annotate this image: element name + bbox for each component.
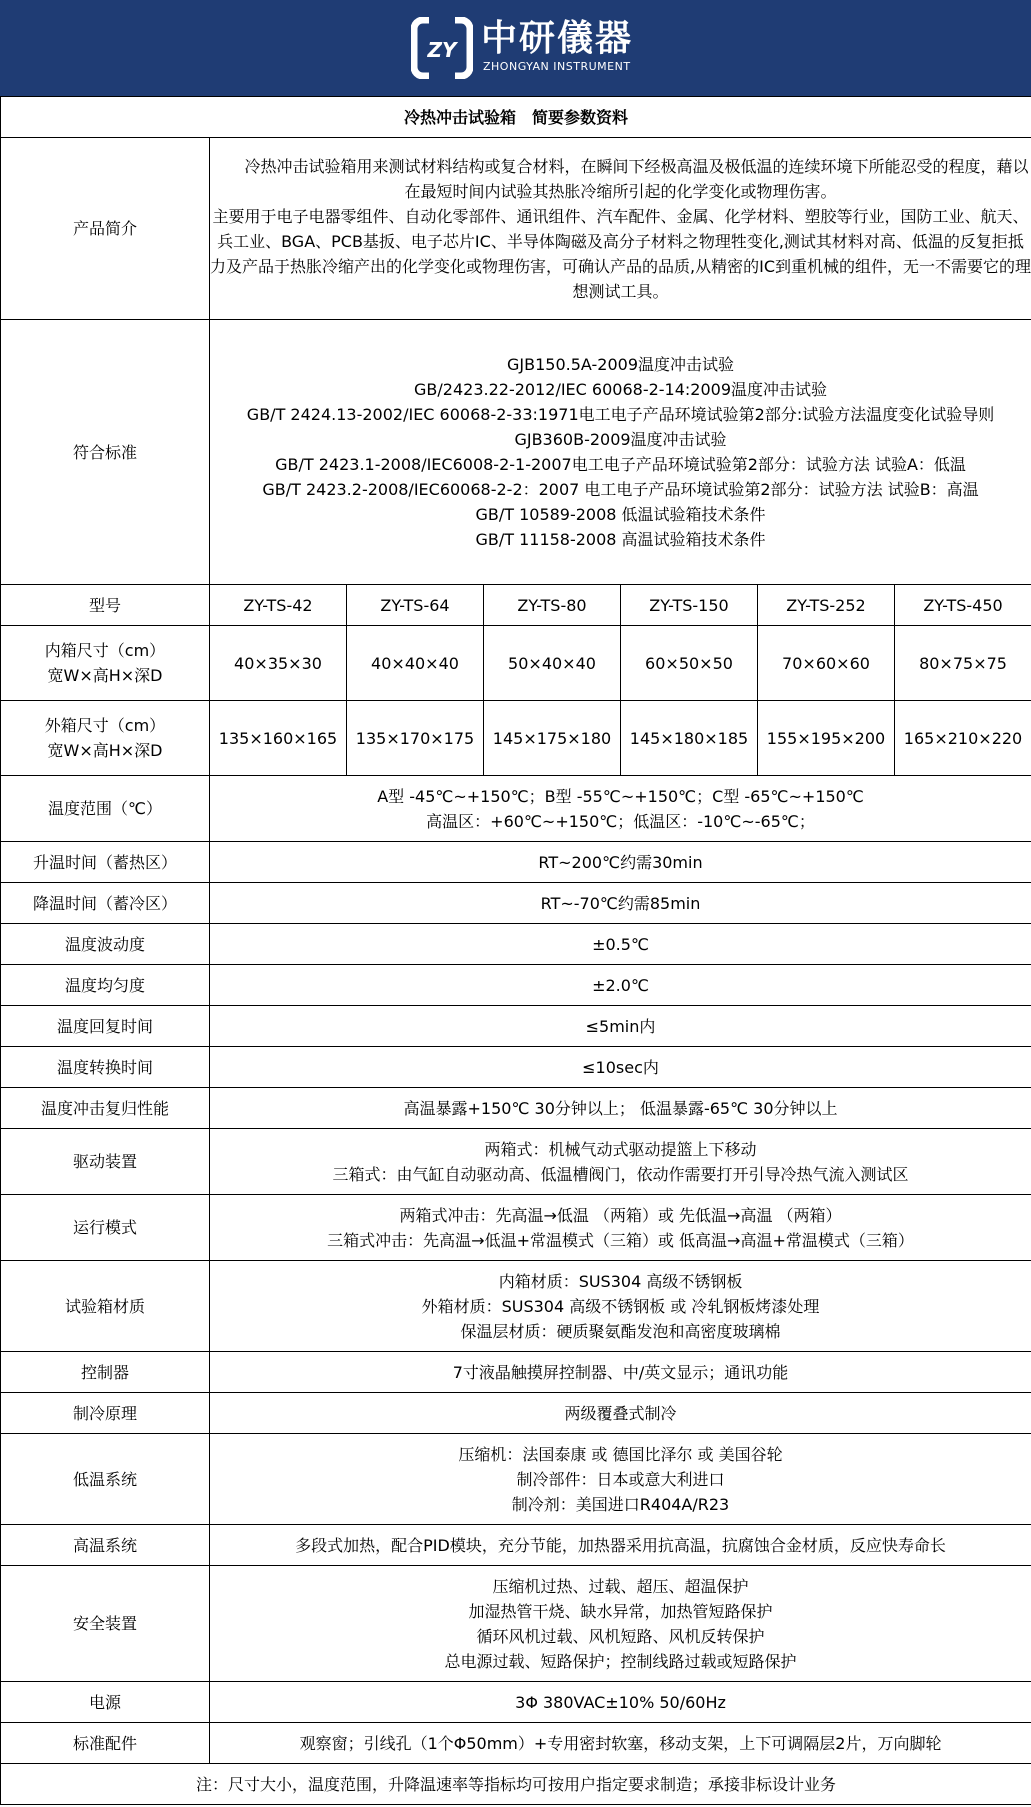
spec-row-switch-time <box>1 1047 1031 1088</box>
inner-size-cell: 70×60×60 <box>758 626 895 701</box>
model-label: 型号 <box>1 585 210 626</box>
chamber-material-label: 试验箱材质 <box>1 1261 210 1352</box>
high-temp-system-line: 多段式加热，配合PID模块，充分节能，加热器采用抗高温，抗腐蚀合金材质，反应快寿命长 <box>295 1535 946 1555</box>
footnote: 注：尺寸大小，温度范围，升降温速率等指标均可按用户指定要求制造；承接非标设计业务 <box>1 1764 1031 1805</box>
spec-row-cool-time <box>1 883 1031 924</box>
spec-row-temp-fluctuation <box>1 924 1031 965</box>
spec-row-shock-recovery <box>1 1088 1031 1129</box>
heat-time-line: RT~200℃约需30min <box>538 852 703 872</box>
outer-size-label <box>1 701 210 776</box>
temp-range-value <box>210 776 1031 842</box>
cool-time-label: 降温时间（蓄冷区） <box>1 883 210 924</box>
outer-size-cell: 135×160×165 <box>210 701 347 776</box>
outer-size-cell: 155×195×200 <box>758 701 895 776</box>
intro-label: 产品简介 <box>1 138 210 320</box>
temp-fluctuation-line: ±0.5℃ <box>592 934 649 954</box>
high-temp-system-label: 高温系统 <box>1 1525 210 1566</box>
low-temp-system-value <box>210 1434 1031 1525</box>
temp-fluctuation-value <box>210 924 1031 965</box>
low-temp-system-label: 低温系统 <box>1 1434 210 1525</box>
model-cell: ZY-TS-252 <box>758 585 895 626</box>
switch-time-label: 温度转换时间 <box>1 1047 210 1088</box>
recovery-time-label: 温度回复时间 <box>1 1006 210 1047</box>
cool-time-line: RT~-70℃约需85min <box>540 893 701 913</box>
spec-row-temp-uniformity <box>1 965 1031 1006</box>
drive-unit-label: 驱动装置 <box>1 1129 210 1195</box>
shock-recovery-label: 温度冲击复归性能 <box>1 1088 210 1129</box>
drive-unit-line: 三箱式：由气缸自动驱动高、低温槽阀门，依动作需要打开引导冷热气流入测试区 <box>332 1164 909 1184</box>
power-line: 3Φ 380VAC±10% 50/60Hz <box>515 1692 726 1712</box>
intro-paragraph-1: 冷热冲击试验箱用来测试材料结构或复合材料，在瞬间下经极高温及极低温的连续环境下所能忍受的程度，藉以在最短时间内试验其热胀冷缩所引起的化学变化或物理伤害。 <box>244 156 1029 201</box>
refrigeration-label: 制冷原理 <box>1 1393 210 1434</box>
controller-label: 控制器 <box>1 1352 210 1393</box>
safety-devices-value <box>210 1566 1031 1682</box>
low-temp-system-line: 制冷部件：日本或意大利进口 <box>516 1469 725 1489</box>
model-cell: ZY-TS-42 <box>210 585 347 626</box>
standard-accessories-value <box>210 1723 1031 1764</box>
controller-line: 7寸液晶触摸屏控制器、中/英文显示；通讯功能 <box>452 1362 789 1382</box>
outer-size-cell: 145×180×185 <box>621 701 758 776</box>
safety-devices-line: 加湿热管干烧、缺水异常，加热管短路保护 <box>468 1601 773 1621</box>
safety-devices-line: 循环风机过载、风机短路、风机反转保护 <box>476 1626 765 1646</box>
model-cell: ZY-TS-450 <box>895 585 1031 626</box>
chamber-material-line: 内箱材质：SUS304 高级不锈钢板 <box>498 1271 743 1291</box>
recovery-time-value <box>210 1006 1031 1047</box>
safety-devices-line: 总电源过载、短路保护；控制线路过载或短路保护 <box>444 1651 797 1671</box>
high-temp-system-value <box>210 1525 1031 1566</box>
standard-item: GB/T 11158-2008 高温试验箱技术条件 <box>475 530 766 549</box>
run-mode-line: 两箱式冲击：先高温→低温 （两箱）或 先低温→高温 （两箱） <box>399 1205 842 1225</box>
standard-item: GB/T 10589-2008 低温试验箱技术条件 <box>475 505 766 524</box>
standard-item: GJB150.5A-2009温度冲击试验 <box>507 355 735 374</box>
low-temp-system-line: 制冷剂：美国进口R404A/R23 <box>511 1494 730 1514</box>
run-mode-line: 三箱式冲击：先高温→低温+常温模式（三箱）或 低高温→高温+常温模式（三箱） <box>327 1230 914 1250</box>
temp-range-label: 温度范围（℃） <box>1 776 210 842</box>
spec-row-temp-range <box>1 776 1031 842</box>
temp-range-line: A型 -45℃~+150℃；B型 -55℃~+150℃；C型 -65℃~+150℃ <box>377 786 864 806</box>
run-mode-value <box>210 1195 1031 1261</box>
intro-text <box>210 138 1031 320</box>
heat-time-label: 升温时间（蓄热区） <box>1 842 210 883</box>
standard-accessories-label: 标准配件 <box>1 1723 210 1764</box>
shock-recovery-line: 高温暴露+150℃ 30分钟以上； 低温暴露-65℃ 30分钟以上 <box>403 1098 838 1118</box>
shock-recovery-value <box>210 1088 1031 1129</box>
switch-time-value <box>210 1047 1031 1088</box>
chamber-material-line: 外箱材质：SUS304 高级不锈钢板 或 冷轧钢板烤漆处理 <box>421 1296 820 1316</box>
spec-row-refrigeration <box>1 1393 1031 1434</box>
low-temp-system-line: 压缩机：法国泰康 或 德国比泽尔 或 美国谷轮 <box>458 1444 783 1464</box>
spec-row-chamber-material <box>1 1261 1031 1352</box>
inner-size-cell: 40×35×30 <box>210 626 347 701</box>
brand-name-cn: 中研儀器 <box>481 18 634 59</box>
spec-rows <box>1 776 1031 1764</box>
cool-time-value <box>210 883 1031 924</box>
spec-row-power <box>1 1682 1031 1723</box>
model-cell: ZY-TS-150 <box>621 585 758 626</box>
power-value <box>210 1682 1031 1723</box>
spec-row-safety-devices <box>1 1566 1031 1682</box>
inner-size-cell: 60×50×50 <box>621 626 758 701</box>
heat-time-value <box>210 842 1031 883</box>
inner-size-label-line1: 内箱尺寸（cm） <box>44 641 166 660</box>
inner-size-cell: 50×40×40 <box>484 626 621 701</box>
inner-size-label-line2: 宽W×高H×深D <box>47 666 163 685</box>
zhongyan-logo-icon <box>411 17 473 79</box>
chamber-material-line: 保温层材质：硬质聚氨酯发泡和高密度玻璃棉 <box>460 1321 781 1341</box>
outer-size-cell: 135×170×175 <box>347 701 484 776</box>
spec-row-drive-unit <box>1 1129 1031 1195</box>
safety-devices-label: 安全装置 <box>1 1566 210 1682</box>
standard-item: GB/T 2423.1-2008/IEC6008-2-1-2007电工电子产品环境试验第2部分：试验方法 试验A：低温 <box>275 455 966 474</box>
outer-size-label-line1: 外箱尺寸（cm） <box>44 716 166 735</box>
outer-size-cell: 165×210×220 <box>895 701 1031 776</box>
spec-row-heat-time <box>1 842 1031 883</box>
model-cell: ZY-TS-64 <box>347 585 484 626</box>
recovery-time-line: ≤5min内 <box>585 1016 656 1036</box>
drive-unit-line: 两箱式：机械气动式驱动提篮上下移动 <box>484 1139 757 1159</box>
controller-value <box>210 1352 1031 1393</box>
intro-paragraph-2: 主要用于电子电器零组件、自动化零部件、通讯组件、汽车配件、金属、化学材料、塑胶等行业，国防工业、航天、兵工业、BGA、PCB基扳、电子芯片IC、半导体陶磁及高分子材料之物理牲变化,测试其材料对高、低温的反复拒抵力及产品于热胀冷缩产出的化学变化或物理伤害，可确认产品的品质,从精密的IC到重机械的组件，无一不需要它的理想测试工具。 <box>210 206 1031 301</box>
spec-table <box>0 96 1031 1805</box>
standards-list <box>210 320 1031 585</box>
switch-time-line: ≤10sec内 <box>582 1057 659 1077</box>
refrigeration-value <box>210 1393 1031 1434</box>
inner-size-cell: 40×40×40 <box>347 626 484 701</box>
inner-size-label <box>1 626 210 701</box>
spec-row-controller <box>1 1352 1031 1393</box>
spec-row-high-temp-system <box>1 1525 1031 1566</box>
spec-row-standard-accessories <box>1 1723 1031 1764</box>
standard-item: GB/2423.22-2012/IEC 60068-2-14:2009温度冲击试验 <box>414 380 828 399</box>
brand-name-en: ZHONGYAN INSTRUMENT <box>483 60 631 73</box>
spec-row-low-temp-system <box>1 1434 1031 1525</box>
temp-range-line: 高温区：+60℃~+150℃；低温区：-10℃~-65℃； <box>426 811 815 831</box>
safety-devices-line: 压缩机过热、过载、超压、超温保护 <box>492 1576 749 1596</box>
chamber-material-value <box>210 1261 1031 1352</box>
svg-text:ZY: ZY <box>427 38 457 62</box>
temp-uniformity-label: 温度均匀度 <box>1 965 210 1006</box>
power-label: 电源 <box>1 1682 210 1723</box>
refrigeration-line: 两级覆叠式制冷 <box>564 1403 677 1423</box>
run-mode-label: 运行模式 <box>1 1195 210 1261</box>
standards-label: 符合标准 <box>1 320 210 585</box>
temp-uniformity-line: ±2.0℃ <box>592 975 649 995</box>
model-cell: ZY-TS-80 <box>484 585 621 626</box>
temp-uniformity-value <box>210 965 1031 1006</box>
brand-header <box>0 0 1031 96</box>
inner-size-cell: 80×75×75 <box>895 626 1031 701</box>
document-title: 冷热冲击试验箱 简要参数资料 <box>1 97 1031 138</box>
standard-accessories-line: 观察窗；引线孔（1个Φ50mm）+专用密封软塞，移动支架，上下可调隔层2片，万向脚轮 <box>299 1733 942 1753</box>
standard-item: GB/T 2424.13-2002/IEC 60068-2-33:1971电工电子产品环境试验第2部分:试验方法温度变化试验导则 <box>246 405 995 424</box>
spec-row-run-mode <box>1 1195 1031 1261</box>
drive-unit-value <box>210 1129 1031 1195</box>
spec-row-recovery-time <box>1 1006 1031 1047</box>
standard-item: GB/T 2423.2-2008/IEC60068-2-2：2007 电工电子产品环境试验第2部分：试验方法 试验B：高温 <box>262 480 979 499</box>
standard-item: GJB360B-2009温度冲击试验 <box>514 430 727 449</box>
outer-size-cell: 145×175×180 <box>484 701 621 776</box>
temp-fluctuation-label: 温度波动度 <box>1 924 210 965</box>
outer-size-label-line2: 宽W×高H×深D <box>47 741 163 760</box>
